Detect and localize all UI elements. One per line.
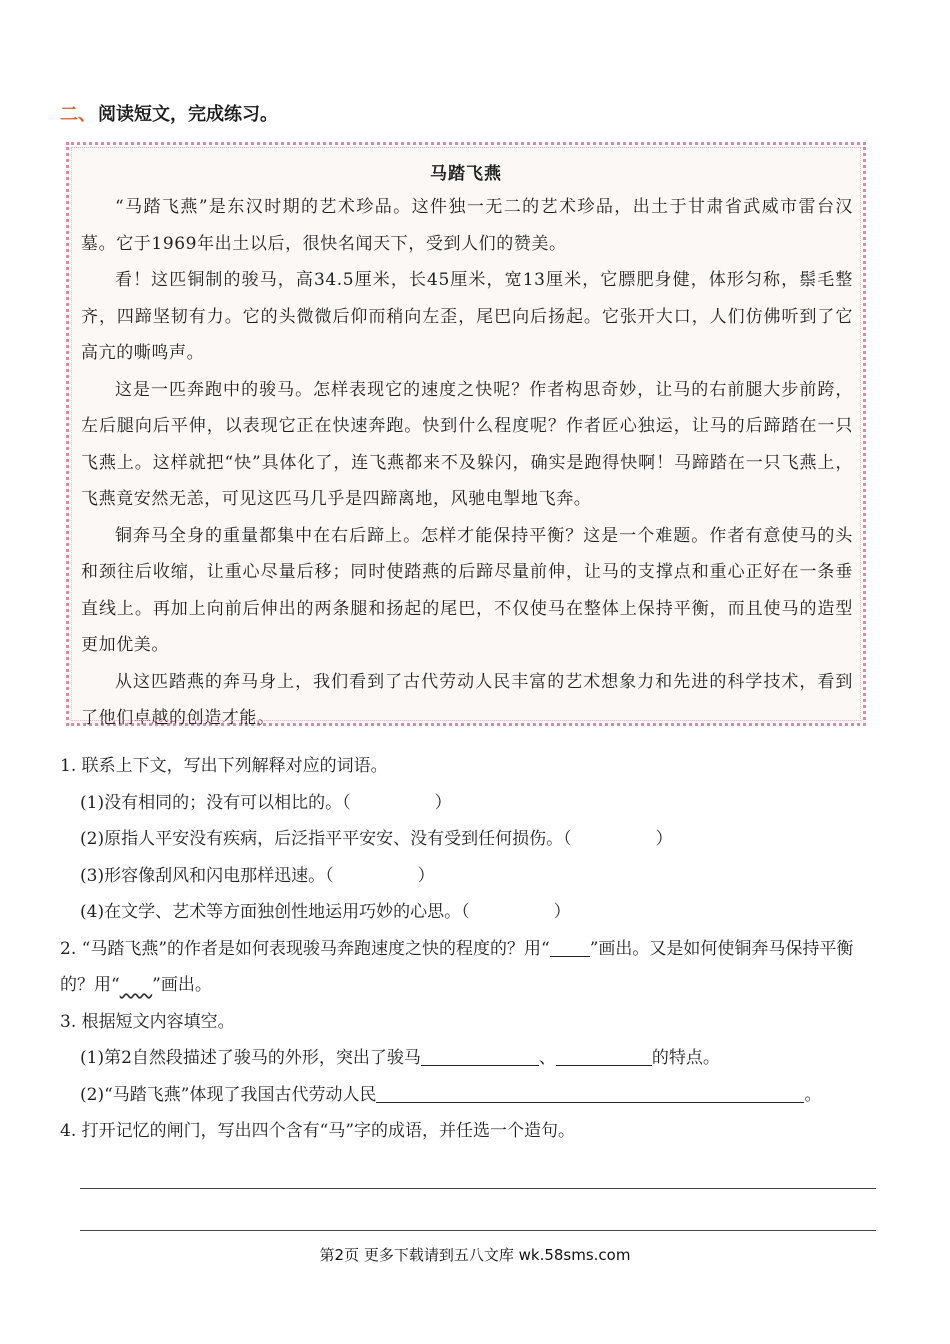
passage-paragraph: “马踏飞燕”是东汉时期的艺术珍品。这件独一无二的艺术珍品，出土于甘肃省武威市雷台汉墓。它于1969年出土以后，很快名闻天下，受到人们的赞美。 bbox=[81, 197, 853, 254]
answer-blank[interactable] bbox=[421, 1045, 539, 1066]
question-1-item bbox=[60, 894, 880, 931]
questions-section bbox=[60, 748, 880, 1150]
question-1-item bbox=[60, 785, 880, 822]
answer-paren-open: （ bbox=[325, 865, 334, 886]
answer-line[interactable] bbox=[80, 1230, 876, 1231]
answer-paren-open: （ bbox=[563, 829, 572, 849]
section-heading bbox=[60, 100, 278, 126]
question-1-item-text: (3)形容像刮风和闪电那样迅速。 bbox=[80, 865, 326, 886]
question-2 bbox=[60, 931, 880, 1004]
question-2-part1: 2. “马踏飞燕”的作者是如何表现骏马奔跑速度之快的程度的？用“ bbox=[60, 938, 550, 959]
question-3-item-1 bbox=[60, 1040, 880, 1077]
passage-paragraph: 铜奔马全身的重量都集中在右后蹄上。怎样才能保持平衡？这是一个难题。作者有意使马的头和颈往后收缩，让重心尽量后移；同时使踏燕的后蹄尽量前伸，让马的支撑点和重心正好在一条垂直线上。再加上向前后伸出的两条腿和扬起的尾巴，不仅使马在整体上保持平衡，而且使马的造型更加优美。 bbox=[81, 525, 853, 655]
passage-title: 马踏飞燕 bbox=[430, 164, 502, 184]
question-2-part2: ”画出。又是如何使铜奔马保持平衡的？用“ bbox=[60, 938, 854, 995]
reading-passage-box bbox=[66, 142, 866, 726]
question-3-item-2-end: 。 bbox=[804, 1084, 822, 1105]
section-number: 二、 bbox=[60, 104, 96, 125]
passage-paragraph: 从这匹踏燕的奔马身上，我们看到了古代劳动人民丰富的艺术想象力和先进的科学技术，看到了他们卓越的创造才能。 bbox=[81, 671, 853, 728]
question-3-stem: 3. 根据短文内容填空。 bbox=[60, 1011, 235, 1032]
straight-underline-mark bbox=[550, 936, 590, 957]
question-1-item-text: (2)原指人平安没有疾病，后泛指平平安安、没有受到任何损伤。 bbox=[80, 829, 564, 849]
passage-paragraph: 这是一匹奔跑中的骏马。怎样表现它的速度之快呢？作者构思奇妙，让马的右前腿大步前跨，左后腿向后平伸，以表现它正在快速奔跑。快到什么程度呢？作者匠心独运，让马的后蹄踏在一只飞燕上。这样就把“快”具体化了，连飞燕都来不及躲闪，确实是跑得快啊！马蹄踏在一只飞燕上，飞燕竟安然无恙，可见这匹马几乎是四蹄离地，风驰电掣地飞奔。 bbox=[81, 379, 853, 509]
question-3-item-2-text: (2)“马踏飞燕”体现了我国古代劳动人民 bbox=[80, 1084, 377, 1105]
section-heading-text: 阅读短文，完成练习。 bbox=[98, 104, 278, 125]
question-3-item-1-text: (1)第2自然段描述了骏马的外形，突出了骏马 bbox=[80, 1048, 421, 1068]
passage-body bbox=[81, 189, 853, 737]
answer-paren-close: ） bbox=[553, 902, 571, 922]
question-1-item-text: (1)没有相同的；没有可以相比的。 bbox=[80, 792, 343, 813]
answer-paren-close: ） bbox=[655, 829, 673, 849]
question-4-stem: 4. 打开记忆的闸门，写出四个含有“马”字的成语，并任选一个造句。 bbox=[60, 1121, 576, 1141]
wavy-underline-mark bbox=[120, 975, 152, 995]
answer-blank[interactable] bbox=[556, 1045, 652, 1066]
answer-paren-open: （ bbox=[342, 792, 351, 813]
answer-paren-open: （ bbox=[461, 902, 470, 922]
question-3-item-2 bbox=[60, 1077, 880, 1114]
question-1-item bbox=[60, 858, 880, 895]
answer-blank[interactable] bbox=[376, 1082, 804, 1103]
separator: 、 bbox=[538, 1048, 556, 1068]
question-2-part3: ”画出。 bbox=[152, 975, 212, 995]
question-1-item-text: (4)在文学、艺术等方面独创性地运用巧妙的心思。 bbox=[80, 902, 462, 922]
question-3-item-1-end: 的特点。 bbox=[651, 1048, 720, 1068]
question-1-stem: 1. 联系上下文，写出下列解释对应的词语。 bbox=[60, 756, 388, 776]
answer-paren-close: ） bbox=[417, 865, 435, 886]
answer-line[interactable] bbox=[80, 1188, 876, 1189]
answer-paren-close: ） bbox=[434, 792, 452, 813]
passage-paragraph: 看！这匹铜制的骏马，高34.5厘米，长45厘米，宽13厘米，它膘肥身健，体形匀称，鬃毛整齐，四蹄坚韧有力。它的头微微后仰而稍向左歪，尾巴向后扬起。它张开大口，人们仿佛听到了它高亢的嘶鸣声。 bbox=[81, 270, 853, 363]
page-footer: 第2页 更多下载请到五八文库 wk.58sms.com bbox=[319, 1246, 631, 1264]
question-1-item bbox=[60, 821, 880, 858]
